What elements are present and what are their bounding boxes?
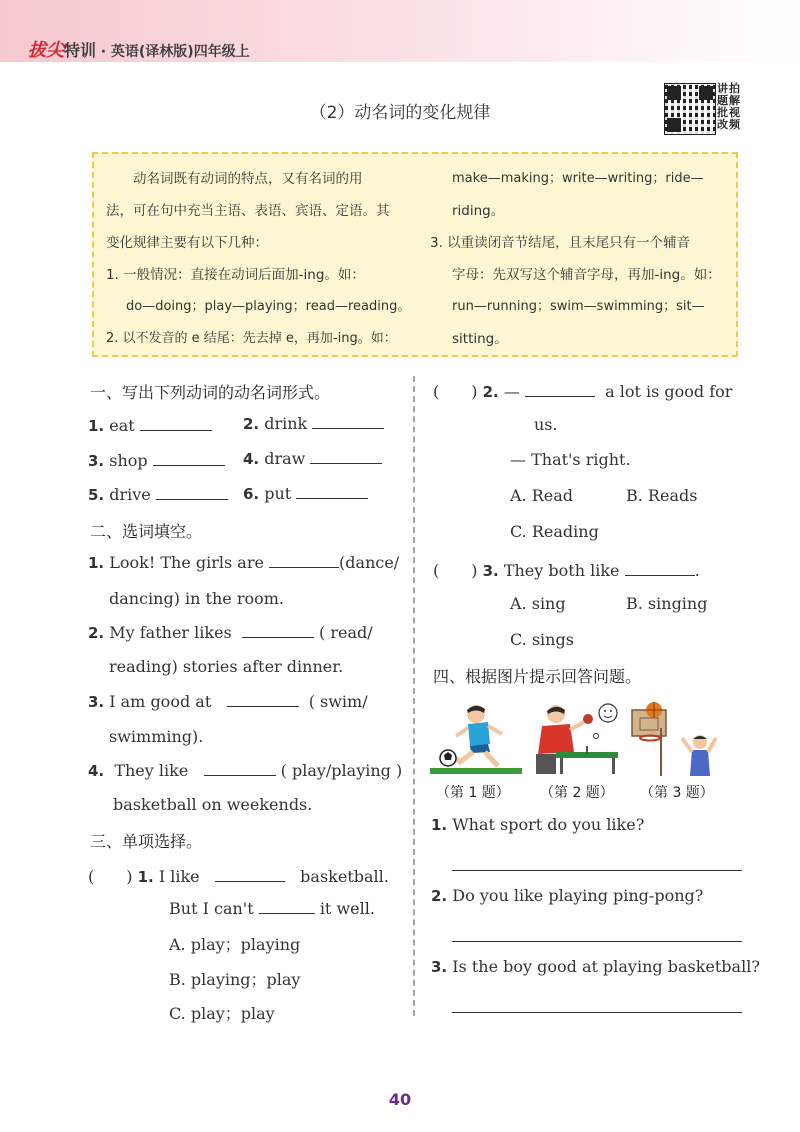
answer-blank[interactable]	[269, 553, 339, 568]
book-header	[28, 36, 250, 62]
part1-heading: 一、写出下列动词的动名词形式。	[90, 383, 331, 402]
answer-line[interactable]	[452, 941, 742, 942]
boy-football-illustration	[430, 700, 522, 778]
answer-blank[interactable]	[140, 416, 212, 431]
answer-blank[interactable]	[227, 692, 299, 707]
part3-heading: 三、单项选择。	[90, 832, 203, 851]
page-number: 40	[388, 1090, 412, 1109]
rule-right-line: 字母：先双写这个辅音字母，再加-ing。如：	[452, 267, 721, 283]
answer-paren[interactable]: ( )	[88, 867, 133, 886]
answer-blank[interactable]	[242, 623, 314, 638]
answer-paren[interactable]: ( )	[433, 382, 478, 401]
part2-q2: 2. My father likes ( read/	[88, 623, 373, 642]
rule-right-line: riding。	[452, 203, 505, 219]
option[interactable]: A. sing	[510, 594, 566, 613]
part3-q1: ( ) 1. I like basketball.	[88, 867, 389, 886]
part1-item: 2. drink	[243, 414, 384, 433]
part2-q1-cont: dancing) in the room.	[109, 589, 285, 608]
answer-blank[interactable]	[310, 449, 382, 464]
rule-left-line: 法，可在句中充当主语、表语、宾语、定语。其	[106, 203, 390, 219]
brand-red: 拔尖	[28, 40, 64, 61]
boy-pingpong-illustration	[526, 700, 622, 778]
brand-black: 特训	[64, 41, 97, 60]
answer-blank[interactable]	[312, 414, 384, 429]
option[interactable]: C. Reading	[510, 522, 599, 541]
rule-left-line: do—doing；play—playing；read—reading。	[126, 299, 411, 314]
section-title: （2）动名词的变化规律	[309, 103, 491, 123]
part3-q2-cont: us.	[534, 415, 558, 434]
part1-item: 1. eat	[88, 416, 212, 435]
part1-item: 4. draw	[243, 449, 382, 468]
answer-blank[interactable]	[215, 867, 285, 882]
option[interactable]: C. play；play	[169, 1004, 275, 1023]
boy-basketball-illustration	[630, 700, 720, 778]
picture-caption: （第 1 题）	[436, 785, 510, 801]
part4-q3: 3. Is the boy good at playing basketball?	[431, 957, 760, 976]
rule-right-line: make—making；write—writing；ride—	[452, 171, 704, 186]
part2-q2-cont: reading) stories after dinner.	[109, 657, 344, 676]
part4-q1: 1. What sport do you like?	[431, 815, 645, 834]
rule-right-line: run—running；swim—swimming；sit—	[452, 299, 705, 314]
part3-q2-reply: — That's right.	[510, 450, 631, 469]
part4-heading: 四、根据图片提示回答问题。	[433, 667, 642, 686]
part2-q4-cont: basketball on weekends.	[113, 795, 313, 814]
option[interactable]: A. Read	[510, 486, 574, 505]
answer-blank[interactable]	[259, 899, 315, 914]
part1-item: 5. drive	[88, 485, 228, 504]
answer-blank[interactable]	[625, 561, 695, 576]
part1-item: 6. put	[243, 484, 368, 503]
qr-label: 讲 题 批 改 拍 解 视 频	[717, 82, 740, 131]
picture-caption: （第 3 题）	[640, 785, 714, 801]
rule-right-line: 3. 以重读闭音节结尾，且末尾只有一个辅音	[430, 235, 691, 251]
option[interactable]: B. Reads	[626, 486, 698, 505]
header-dot: ·	[100, 44, 107, 60]
part1-item: 3. shop	[88, 451, 225, 470]
column-divider	[413, 376, 415, 1016]
rule-left-line: 动名词既有动词的特点，又有名词的用	[106, 171, 363, 187]
part2-q4: 4. They like ( play/playing )	[88, 761, 403, 780]
answer-line[interactable]	[452, 1012, 742, 1013]
part2-q3: 3. I am good at ( swim/	[88, 692, 368, 711]
rule-left-line: 变化规律主要有以下几种：	[106, 235, 268, 251]
part3-q3: ( ) 3. They both like .	[433, 561, 700, 580]
answer-blank[interactable]	[156, 485, 228, 500]
option[interactable]: B. singing	[626, 594, 708, 613]
part3-q1-cont: But I can't it well.	[169, 899, 375, 918]
answer-blank[interactable]	[296, 484, 368, 499]
qr-code-icon[interactable]	[664, 83, 716, 135]
option[interactable]: B. playing；play	[169, 970, 301, 989]
part2-heading: 二、选词填空。	[90, 522, 203, 541]
rule-left-line: 2. 以不发音的 e 结尾：先去掉 e，再加-ing。如：	[106, 331, 397, 346]
book-subject: 英语(译林版)四年级上	[110, 44, 250, 60]
part2-q3-cont: swimming).	[109, 727, 204, 746]
answer-blank[interactable]	[204, 761, 276, 776]
answer-paren[interactable]: ( )	[433, 561, 478, 580]
option[interactable]: A. play；playing	[169, 935, 301, 954]
rule-left-line: 1. 一般情况：直接在动词后面加-ing。如：	[106, 267, 365, 283]
answer-line[interactable]	[452, 870, 742, 871]
part3-q2: ( ) 2. — a lot is good for	[433, 382, 733, 401]
answer-blank[interactable]	[153, 451, 225, 466]
answer-blank[interactable]	[525, 382, 595, 397]
rule-right-line: sitting。	[452, 331, 508, 347]
picture-caption: （第 2 题）	[540, 785, 614, 801]
part4-q2: 2. Do you like playing ping-pong?	[431, 886, 704, 905]
part2-q1: 1. Look! The girls are (dance/	[88, 553, 400, 572]
option[interactable]: C. sings	[510, 630, 574, 649]
